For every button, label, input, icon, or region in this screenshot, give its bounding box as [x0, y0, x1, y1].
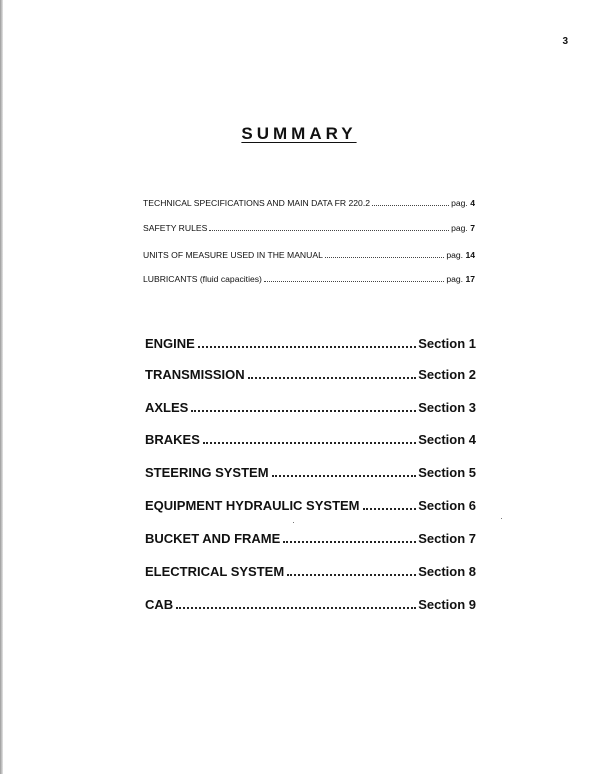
toc-section-bucket-and-frame[interactable] [145, 530, 476, 548]
page-number: 3 [562, 36, 568, 47]
section-label: TRANSMISSION [145, 367, 245, 382]
page-title-text: SUMMARY [241, 124, 357, 143]
scan-speck [293, 522, 294, 523]
dot-leader [191, 399, 416, 412]
dot-leader [203, 431, 416, 444]
dot-leader [209, 222, 449, 231]
toc-entry-safety-rules[interactable] [143, 222, 475, 234]
dot-leader [176, 596, 416, 609]
scan-speck [501, 518, 502, 519]
dot-leader [198, 335, 416, 348]
section-label: EQUIPMENT HYDRAULIC SYSTEM [145, 498, 360, 513]
section-label: AXLES [145, 400, 189, 415]
toc-section-axles[interactable] [145, 399, 476, 417]
section-ref: Section 6 [418, 498, 476, 513]
section-label: BUCKET AND FRAME [145, 531, 281, 546]
dot-leader [283, 530, 416, 543]
toc-entry-units-of-measure[interactable] [143, 249, 475, 261]
page-edge-shadow [0, 0, 3, 774]
section-ref: Section 1 [418, 336, 476, 351]
section-label: STEERING SYSTEM [145, 465, 269, 480]
toc-section-brakes[interactable] [145, 431, 476, 449]
page-title [0, 124, 598, 144]
section-ref: Section 8 [418, 564, 476, 579]
section-label: BRAKES [145, 432, 200, 447]
pag-word: pag. [451, 198, 468, 208]
page-ref: 4 [470, 198, 475, 208]
toc-section-steering-system[interactable] [145, 464, 476, 482]
section-label: ELECTRICAL SYSTEM [145, 564, 285, 579]
page-ref: 14 [465, 250, 475, 260]
toc-entry-label: SAFETY RULES [143, 223, 208, 233]
dot-leader [372, 197, 449, 206]
section-label: ENGINE [145, 336, 195, 351]
dot-leader [264, 273, 444, 282]
pag-word: pag. [446, 250, 464, 260]
toc-section-engine[interactable] [145, 335, 476, 353]
toc-section-cab[interactable] [145, 596, 476, 614]
section-ref: Section 2 [418, 367, 476, 382]
toc-entry-page [446, 250, 475, 260]
pag-word: pag. [451, 223, 468, 233]
toc-entry-page [446, 274, 475, 284]
section-ref: Section 4 [418, 432, 476, 447]
section-ref: Section 5 [418, 465, 476, 480]
toc-entry-label: TECHNICAL SPECIFICATIONS AND MAIN DATA FR 220.2 [143, 198, 370, 208]
section-ref: Section 3 [418, 400, 476, 415]
toc-entry-lubricants[interactable] [143, 273, 475, 285]
dot-leader [287, 563, 416, 576]
page-ref: 7 [470, 223, 475, 233]
toc-entry-technical-specifications[interactable] [143, 197, 475, 209]
toc-section-electrical-system[interactable] [145, 563, 476, 581]
page-ref: 17 [465, 274, 475, 284]
toc-entry-label: LUBRICANTS (fluid capacities) [143, 274, 262, 284]
section-label: CAB [145, 597, 174, 612]
toc-section-transmission[interactable] [145, 366, 476, 384]
section-ref: Section 9 [418, 597, 476, 612]
dot-leader [248, 366, 417, 379]
toc-section-equipment-hydraulic-system[interactable] [145, 497, 476, 515]
toc-entry-page [451, 223, 475, 233]
dot-leader [325, 249, 444, 258]
pag-word: pag. [446, 274, 464, 284]
dot-leader [272, 464, 417, 477]
toc-entry-page [451, 198, 475, 208]
dot-leader [363, 497, 417, 510]
section-ref: Section 7 [418, 531, 476, 546]
toc-entry-label: UNITS OF MEASURE USED IN THE MANUAL [143, 250, 323, 260]
